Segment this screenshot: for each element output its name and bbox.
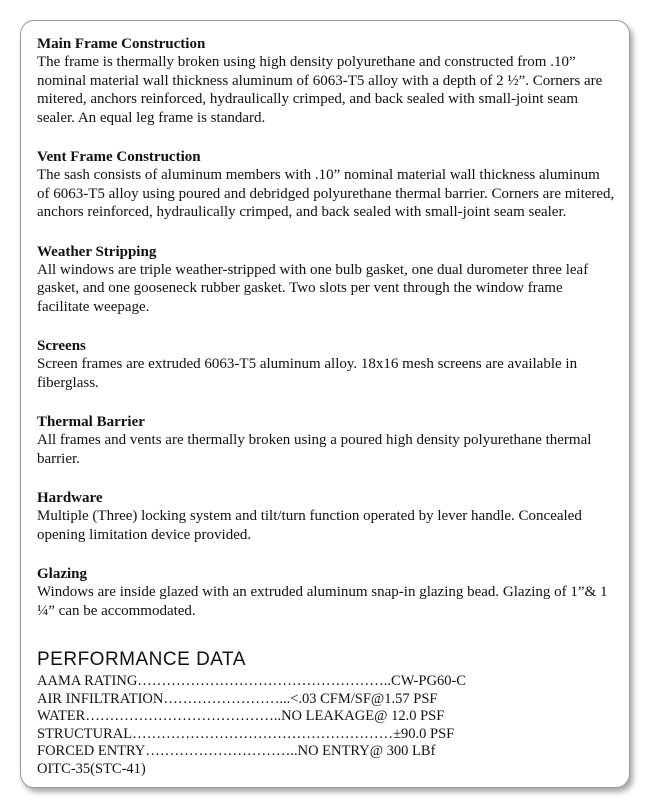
performance-row-structural: STRUCTURAL………………………………………………±90.0 PSF <box>37 725 455 742</box>
performance-row-aama: AAMA RATING……………………………………………..CW-PG60-C <box>37 673 466 689</box>
section-heading: Weather Stripping <box>37 243 157 260</box>
section-heading: Hardware <box>37 490 103 506</box>
section-body: The sash consists of aluminum members with .10” nominal material wall thickness aluminum of 6063-T5 alloy using poured and debridged polyurethane thermal barrier. Corners are mitered, anchors reinforced, hydraulically crimped, and back sealed with small-joint seam sealer. <box>37 167 615 220</box>
section-body: All windows are triple weather-stripped with one bulb gasket, one dual durometer three leaf gasket, and one gooseneck rubber gasket. Two slots per vent through the window frame facilitate weepage. <box>37 261 589 315</box>
performance-row-water: WATER…………………………………..NO LEAKAGE@ 12.0 PSF <box>37 708 445 724</box>
section-heading: Thermal Barrier <box>37 414 145 430</box>
spec-sections <box>37 35 615 641</box>
section-heading: Screens <box>37 338 86 354</box>
spec-sheet <box>20 20 630 788</box>
section-body: Windows are inside glazed with an extruded aluminum snap-in glazing bead. Glazing of 1”& 1 ¼” can be accommodated. <box>37 584 608 619</box>
section-heading: Vent Frame Construction <box>37 149 201 165</box>
performance-row-air-infiltration: AIR INFILTRATION……………………...<.03 CFM/SF@1.57 PSF <box>37 690 438 707</box>
section-weather-stripping <box>37 243 615 317</box>
section-main-frame <box>37 35 615 127</box>
performance-row-oitc: OITC-35(STC-41) <box>37 760 146 777</box>
performance-data <box>37 649 466 778</box>
section-body: The frame is thermally broken using high density polyurethane and constructed from .10” nominal material wall thickness aluminum of 6063-T5 alloy with a depth of 2 ½”. Corners are mitered, anchors reinforced, hydraulically crimped, and back sealed with small-joint seam sealer. An equal leg frame is standard. <box>37 54 603 126</box>
performance-row-forced-entry: FORCED ENTRY…………………………..NO ENTRY@ 300 LBf <box>37 743 436 759</box>
section-body: All frames and vents are thermally broken using a poured high density polyurethane thermal barrier. <box>37 432 592 467</box>
section-vent-frame <box>37 148 615 222</box>
section-hardware <box>37 489 615 544</box>
performance-title: PERFORMANCE DATA <box>37 649 246 670</box>
section-body: Screen frames are extruded 6063-T5 aluminum alloy. 18x16 mesh screens are available in fiberglass. <box>37 356 578 391</box>
section-glazing <box>37 565 615 620</box>
section-thermal-barrier <box>37 413 615 468</box>
section-body: Multiple (Three) locking system and tilt/turn function operated by lever handle. Concealed opening limitation device provided. <box>37 508 582 543</box>
section-screens <box>37 337 615 392</box>
section-heading: Glazing <box>37 566 88 582</box>
section-heading: Main Frame Construction <box>37 36 206 52</box>
